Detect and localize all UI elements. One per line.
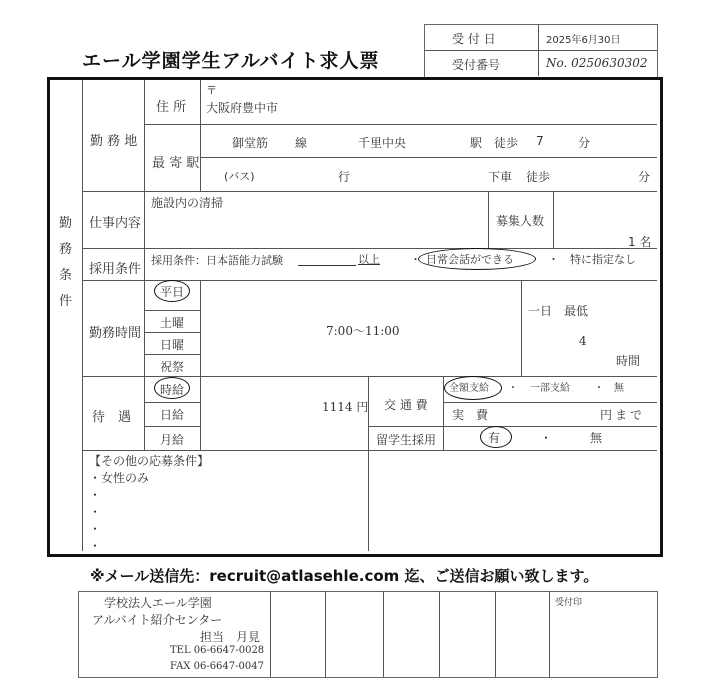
hiring-option-conversation: 日常会話ができる xyxy=(426,253,514,266)
recruit-label: 募集人数 xyxy=(496,214,545,228)
actual-label: 実 費 xyxy=(452,408,489,422)
bus-walk: 徒歩 xyxy=(526,170,551,184)
actual-unit: 円まで xyxy=(600,408,646,422)
conditions-label-1: 勤 xyxy=(59,216,73,231)
stamp-label: 受付印 xyxy=(555,598,583,608)
receipt-number-value: No. 0250630302 xyxy=(546,56,648,70)
hours-label: 勤務時間 xyxy=(89,326,142,341)
pay-amount: 1114 円 xyxy=(322,400,369,414)
other-item: ・ xyxy=(89,505,102,519)
transport-sep-2: ・ xyxy=(594,383,604,394)
workplace-label: 勤 務 地 xyxy=(90,134,138,149)
hiring-option-none: 特に指定なし xyxy=(570,253,636,266)
transport-full: 全額支給 xyxy=(449,383,489,394)
intl-no: 無 xyxy=(590,431,603,445)
bus-getoff: 下車 xyxy=(488,170,513,184)
bus-label: (バス) xyxy=(224,170,255,183)
hiring-text: 採用条件：日本語能力試験 xyxy=(151,254,283,267)
daily-label: 日給 xyxy=(160,408,185,422)
time-value: 7:00～11:00 xyxy=(326,324,400,338)
jlpt-level-blank xyxy=(298,265,356,266)
address-value: 大阪府豊中市 xyxy=(206,101,279,115)
intl-label: 留学生採用 xyxy=(376,433,437,447)
receipt-date-value: 2025年6月30日 xyxy=(546,35,621,46)
footer-contact: 担当 月見 xyxy=(200,630,261,644)
intl-sep: ・ xyxy=(540,431,553,445)
transport-none: 無 xyxy=(614,383,624,394)
recruit-value: 1 名 xyxy=(628,235,652,249)
other-item: ・ xyxy=(89,539,102,553)
postal-mark: 〒 xyxy=(206,84,217,97)
conditions-label-4: 件 xyxy=(59,294,73,309)
conditions-label-2: 務 xyxy=(59,242,73,257)
receipt-number-label: 受付番号 xyxy=(452,58,501,72)
page-title: エール学園学生アルバイト求人票 xyxy=(82,50,380,72)
min-hours-value: 4 xyxy=(579,334,587,348)
receipt-date-label: 受 付 日 xyxy=(452,32,496,46)
other-item: ・ xyxy=(89,488,102,502)
address-label: 住 所 xyxy=(156,100,187,115)
jlpt-level-suffix: 以上 xyxy=(358,253,380,266)
email-notice: ※メール送信先：recruit@atlasehle.com 迄、ご送信お願い致します。 xyxy=(90,567,599,585)
hours-unit: 時間 xyxy=(616,354,641,368)
line-suffix: 線 xyxy=(295,136,308,150)
monthly-label: 月給 xyxy=(160,433,185,447)
other-item: ・ xyxy=(89,522,102,536)
pay-label: 待 遇 xyxy=(92,410,132,425)
footer-fax: FAX 06-6647-0047 xyxy=(170,661,264,672)
bus-direction: 行 xyxy=(338,170,351,184)
conditions-label-3: 条 xyxy=(59,268,73,283)
footer-center: アルバイト紹介センター xyxy=(92,613,223,627)
walk-minutes: 7 xyxy=(536,134,544,148)
other-label: 【その他の応募条件】 xyxy=(89,454,210,468)
hiring-sep-1: ・ xyxy=(410,253,421,266)
transport-label: 交 通 費 xyxy=(384,398,428,412)
footer-tel: TEL 06-6647-0028 xyxy=(170,645,265,656)
weekday-label: 平日 xyxy=(160,285,185,299)
job-value: 施設内の清掃 xyxy=(151,196,224,210)
intl-yes: 有 xyxy=(488,431,501,445)
line-name: 御堂筋 xyxy=(232,136,269,150)
footer-org: 学校法人エール学園 xyxy=(104,596,212,610)
station-name: 千里中央 xyxy=(358,136,407,150)
station-suffix: 駅 xyxy=(470,136,483,150)
walk-minutes-unit: 分 xyxy=(578,136,591,150)
job-label: 仕事内容 xyxy=(89,216,142,231)
transport-partial: 一部支給 xyxy=(530,383,570,394)
other-item: ・女性のみ xyxy=(89,471,150,485)
saturday-label: 土曜 xyxy=(160,316,185,330)
hiring-sep-2: ・ xyxy=(548,253,559,266)
daily-min-label: 一日 最低 xyxy=(528,304,589,318)
hourly-label: 時給 xyxy=(160,383,185,397)
bus-minutes-unit: 分 xyxy=(638,170,651,184)
sunday-label: 日曜 xyxy=(160,338,185,352)
transport-sep-1: ・ xyxy=(508,383,518,394)
holiday-label: 祝祭 xyxy=(160,360,185,374)
hiring-label: 採用条件 xyxy=(89,262,142,277)
station-label: 最 寄 駅 xyxy=(152,156,200,171)
walk-label: 徒歩 xyxy=(494,136,519,150)
